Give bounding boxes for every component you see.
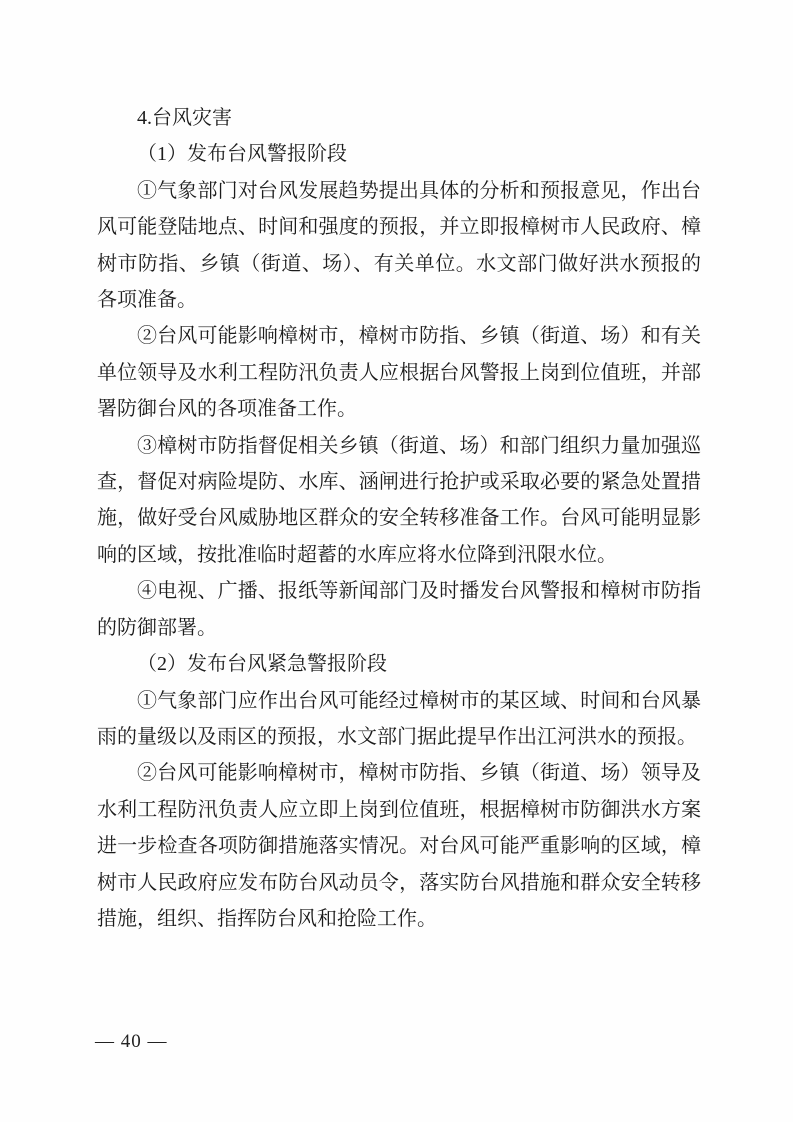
paragraph-emergency-item-2: ②台风可能影响樟树市，樟树市防指、乡镇（街道、场）领导及水利工程防汛负责人应立即上岗到位值班，根据樟树市防御洪水方案进一步检查各项防御措施落实情况。对台风可能严重影响的区域，樟树市人民政府应发布防台风动员令，落实防台风措施和群众安全转移措施，组织、指挥防台风和抢险工作。 — [97, 762, 701, 930]
subsection-heading-warning-stage: （1）发布台风警报阶段 — [137, 143, 347, 166]
page-number: — 40 — — [95, 1031, 168, 1052]
paragraph-warning-item-2: ②台风可能影响樟树市，樟树市防指、乡镇（街道、场）和有关单位领导及水利工程防汛负责人应根据台风警报上岗到位值班，并部署防御台风的各项准备工作。 — [97, 325, 701, 421]
paragraph-warning-item-1: ①气象部门对台风发展趋势提出具体的分析和预报意见，作出台风可能登陆地点、时间和强度的预报，并立即报樟树市人民政府、樟树市防指、乡镇（街道、场）、有关单位。水文部门做好洪水预报的各项准备。 — [97, 179, 701, 312]
paragraph-emergency-item-1: ①气象部门应作出台风可能经过樟树市的某区域、时间和台风暴雨的量级以及雨区的预报，水文部门据此提早作出江河洪水的预报。 — [97, 689, 701, 748]
document-body — [97, 100, 701, 937]
paragraph-warning-item-3: ③樟树市防指督促相关乡镇（街道、场）和部门组织力量加强巡查，督促对病险堤防、水库、涵闸进行抢护或采取必要的紧急处置措施，做好受台风威胁地区群众的安全转移准备工作。台风可能明显影响的区域，按批准临时超蓄的水库应将水位降到汛限水位。 — [97, 434, 701, 566]
subsection-heading-emergency-warning-stage: （2）发布台风紧急警报阶段 — [137, 653, 387, 676]
section-heading-typhoon-disaster: 4.台风灾害 — [137, 107, 232, 129]
paragraph-warning-item-4: ④电视、广播、报纸等新闻部门及时播发台风警报和樟树市防指的防御部署。 — [97, 580, 701, 639]
